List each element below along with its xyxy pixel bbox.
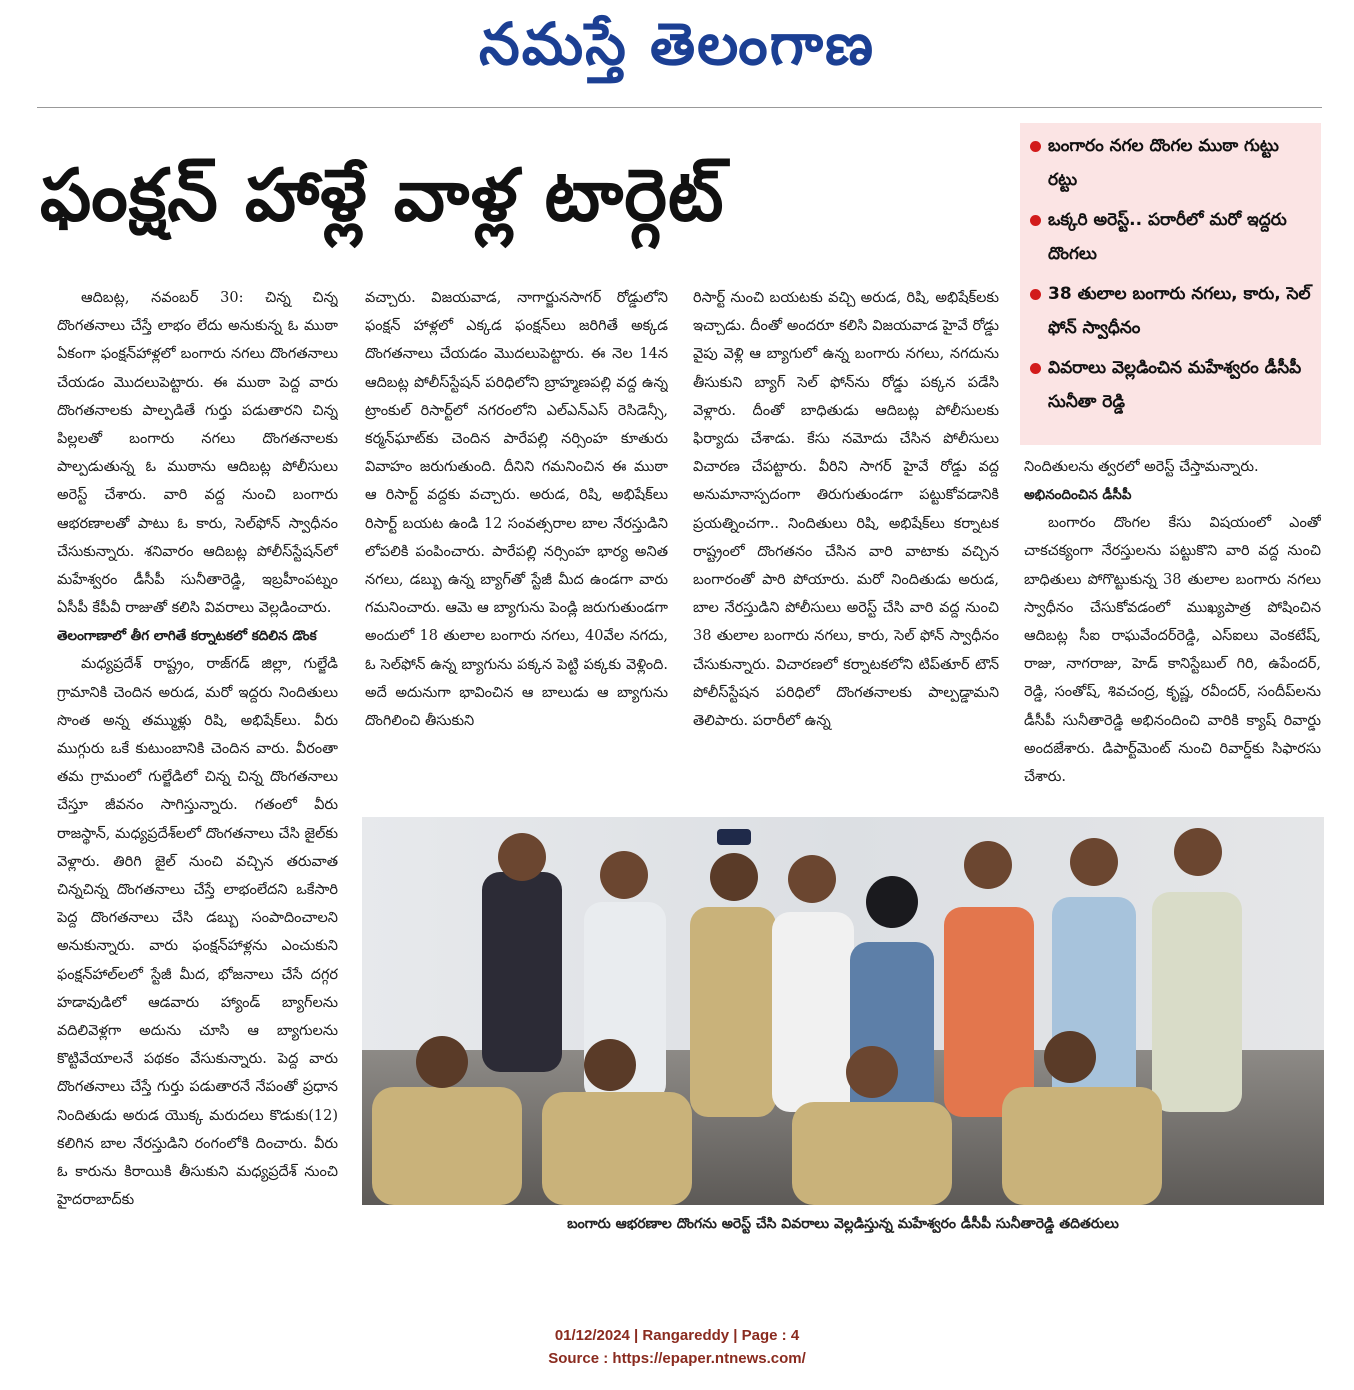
bullet-icon [1030, 141, 1041, 152]
article-paragraph: ఆదిబట్ల, నవంబర్ 30: చిన్న చిన్న దొంగతనాలు చేస్తే లాభం లేదు అనుకున్న ఓ ముఠా ఏకంగా ఫంక్షన్‌హాళ్లలో బంగారు నగలు దొంగతనాలు చేయడం మొదలుపెట్టారు. ఈ ముఠా పెద్ద వారు దొంగతనాలకు పాల్పడితే గుర్తు పడుతారని చిన్న పిల్లలతో బంగారు నగలు దొంగతనాలకు పాల్పడుతున్న ఓ ముఠాను ఆదిబట్ల పోలీసులు అరెస్ట్ చేశారు. వారి వద్ద నుంచి బంగారు ఆభరణాలతో పాటు ఓ కారు, సెల్‌ఫోన్ స్వాధీనం చేసుకున్నారు. శనివారం ఆదిబట్ల పోలీస్‌స్టేషన్‌లో మహేశ్వరం డీసీపీ సునీతారెడ్డి, ఇబ్రహీంపట్నం ఏసీపీ కేపీవీ రాజుతో కలిసి వివరాలు వెల్లడించారు. [57, 290, 338, 617]
photo-caption: బంగారు ఆభరణాల దొంగను అరెస్ట్ చేసి వివరాలు వెల్లడిస్తున్న మహేశ్వరం డీసీపీ సునీతారెడ్డి తదితరులు [567, 1216, 1119, 1232]
bullet-icon [1030, 215, 1041, 226]
news-photo [362, 817, 1324, 1205]
footer-source-link[interactable]: Source : https://epaper.ntnews.com/ [548, 1350, 806, 1367]
article-subheading: తెలంగాణాలో తీగ లాగితే కర్నాటకలో కదిలిన డొంక [57, 628, 317, 645]
group-photo-illustration [362, 817, 1324, 1205]
headline: ఫంక్షన్ హాళ్లే వాళ్ల టార్గెట్ [40, 153, 725, 237]
highlight-item [1028, 351, 1313, 419]
article-column-1 [57, 284, 338, 1254]
article-column-4 [1024, 453, 1321, 813]
article-paragraph: మధ్యప్రదేశ్ రాష్ట్రం, రాజ్‌గడ్ జిల్లా, గుల్జేడి గ్రామానికి చెందిన అరుడ, మరో ఇద్దరు నిందితులు సొంత అన్న తమ్ముళ్లు రిషి, అభిషేక్‌లు. వీరు ముగ్గురు ఒకే కుటుంబానికి చెందిన వారు. వీరంతా తమ గ్రామంలో గుల్జేడిలో చిన్న చిన్న దొంగతనాలు చేస్తూ జీవనం సాగిస్తున్నారు. గతంలో వీరు రాజస్థాన్, మధ్యప్రదేశ్‌లలో దొంగతనాలు చేసి జైల్‌కు వెళ్లారు. తిరిగి జైల్ నుంచి వచ్చిన తరువాత చిన్నచిన్న దొంగతనాలు చేస్తే లాభంలేదని ఒకేసారి పెద్ద దొంగతనాలు చేసి డబ్బు సంపాదించాలని అనుకున్నారు. వారు ఫంక్షన్‌హాళ్లను ఎంచుకుని ఫంక్షన్‌హాల్‌లలో స్టేజీ మీద, భోజనాలు చేసే దగ్గర హడావుడిలో ఆడవారు హ్యాండ్ బ్యాగ్‌లను వదిలివెళ్లగా అదును చూసి ఆ బ్యాగులను కొట్టివేయాలనే పథకం వేసుకున్నారు. పెద్ద వారు దొంగతనాలు చేస్తే గుర్తు పడుతారనే నేపంతో ప్రధాన నిందితుడు అరుడ యొక్క మరుదలు కొడుకు(12) కలిగిన బాల నేరస్తుడిని రంగంలోకి దించారు. వీరు ఓ కారును కిరాయికి తీసుకుని మధ్యప్రదేశ్ నుంచి హైదరాబాద్‌కు [57, 656, 338, 1209]
footer-date-edition: 01/12/2024 | Rangareddy | Page : 4 [554, 1327, 800, 1344]
article-column-3 [693, 284, 999, 810]
highlight-text: ఒక్కరి అరెస్ట్.. పరారీలో మరో ఇద్దరు దొంగలు [1048, 210, 1287, 264]
highlights-box [1020, 123, 1321, 445]
masthead-logo: నమస్తే తెలంగాణ [479, 10, 875, 78]
highlight-item [1028, 203, 1313, 271]
highlight-text: బంగారం నగల దొంగల ముఠా గుట్టు రట్టు [1048, 136, 1279, 190]
masthead-divider [37, 107, 1322, 108]
highlight-item [1028, 129, 1313, 197]
article-subheading: అభినందించిన డీసీపీ [1024, 487, 1132, 504]
article-column-2 [365, 284, 668, 810]
article-paragraph: బంగారం దొంగల కేసు విషయంలో ఎంతో చాకచక్యంగా నేరస్తులను పట్టుకొని వారి వద్ద నుంచి బాధితులు పోగొట్టుకున్న 38 తులాల బంగారు నగలు స్వాధీనం చేసుకోవడంలో ముఖ్యపాత్ర పోషించిన ఆదిబట్ల సీఐ రాఘవేందర్‌రెడ్డి, ఎస్ఐలు వెంకటేష్, రాజు, నాగరాజు, హెడ్ కానిస్టేబుల్ గిరి, ఉపేందర్, రెడ్డి, సంతోష్, శివచంద్ర, కృష్ణ, రవీందర్, సందీప్‌లను డీసీపీ సునీతారెడ్డి అభినందించి వారికి క్యాష్ రివార్డు అందజేశారు. డిపార్ట్‌మెంట్ నుంచి రివార్డ్‌కు సిఫారసు చేశారు. [1024, 515, 1321, 786]
bullet-icon [1030, 289, 1041, 300]
bullet-icon [1030, 363, 1041, 374]
article-paragraph: రిసార్ట్ నుంచి బయటకు వచ్చి అరుడ, రిషి, అభిషేక్‌లకు ఇచ్చాడు. దీంతో అందరూ కలిసి విజయవాడ హైవే రోడ్డు వైపు వెళ్లి ఆ బ్యాగులో ఉన్న బంగారు నగలు, నగదును తీసుకుని బ్యాగ్ సెల్ ఫోన్‌ను రోడ్డు పక్కన పడేసి వెళ్లారు. దీంతో బాధితుడు ఆదిబట్ల పోలీసులకు ఫిర్యాదు చేశాడు. కేసు నమోదు చేసిన పోలీసులు విచారణ చేపట్టారు. వీరిని సాగర్ హైవే రోడ్డు వద్ద అనుమానాస్పదంగా తిరుగుతుండగా పట్టుకోవడానికి ప్రయత్నించగా.. నిందితులు రిషి, అభిషేక్‌లు కర్నాటక రాష్ట్రంలో దొంగతనం చేసిన వారి వాటాకు వచ్చిన బంగారంతో పారి పోయారు. మరో నిందితుడు అరుడ, బాల నేరస్తుడిని పోలీసులు అరెస్ట్ చేసి వారి వద్ద నుంచి 38 తులాల బంగారు నగలు, కారు, సెల్ ఫోన్ స్వాధీనం చేసుకున్నారు. విచారణలో కర్నాటకలోని టిప్‌తూర్ టౌన్ పోలీస్‌స్టేషన పరిధిలో దొంగతనాలకు పాల్పడ్డామని తెలిపారు. పరారీలో ఉన్న [693, 290, 999, 730]
article-paragraph: వచ్చారు. విజయవాడ, నాగార్జునసాగర్ రోడ్డులోని ఫంక్షన్ హాళ్లలో ఎక్కడ ఫంక్షన్‌లు జరిగితే అక్కడ దొంగతనాలు చేయడం మొదలుపెట్టారు. ఈ నెల 14న ఆదిబట్ల పోలీస్‌స్టేషన్ పరిధిలోని బ్రాహ్మణపల్లి వద్ద ఉన్న ట్రాంకుల్ రిసార్ట్‌లో నగరంలోని ఎల్ఎన్ఎస్ రెసిడెన్సీ, కర్మన్‌ఘాట్‌కు చెందిన పారేపల్లి నర్సింహ కూతురు వివాహం జరుగుతుంది. దీనిని గమనించిన ఈ ముఠా ఆ రిసార్ట్ వద్దకు వచ్చారు. అరుడ, రిషి, అభిషేక్‌లు రిసార్ట్ బయట ఉండి 12 సంవత్సరాల బాల నేరస్తుడిని లోపలికి పంపించారు. పారేపల్లి నర్సింహ భార్య అనిత నగలు, డబ్బు ఉన్న బ్యాగ్‌తో స్టేజీ మీద ఉండగా వారు గమనించారు. ఆమె ఆ బ్యాగును పెండ్లి జరుగుతుండగా అందులో 18 తులాల బంగారు నగలు, 40వేల నగదు, ఓ సెల్‌ఫోన్ ఉన్న బ్యాగును పక్కన పెట్టి పక్కకు వెళ్లింది. అదే అదునుగా భావించిన ఆ బాలుడు ఆ బ్యాగును దొంగిలించి తీసుకుని [365, 290, 668, 730]
highlight-item [1028, 277, 1313, 345]
highlight-text: వివరాలు వెల్లడించిన మహేశ్వరం డీసీపీ సునీతా రెడ్డి [1048, 358, 1302, 412]
highlight-text: 38 తులాల బంగారు నగలు, కారు, సెల్ ఫోన్ స్వాధీనం [1048, 284, 1311, 338]
article-paragraph: నిందితులను త్వరలో అరెస్ట్ చేస్తామన్నారు. [1024, 459, 1259, 475]
